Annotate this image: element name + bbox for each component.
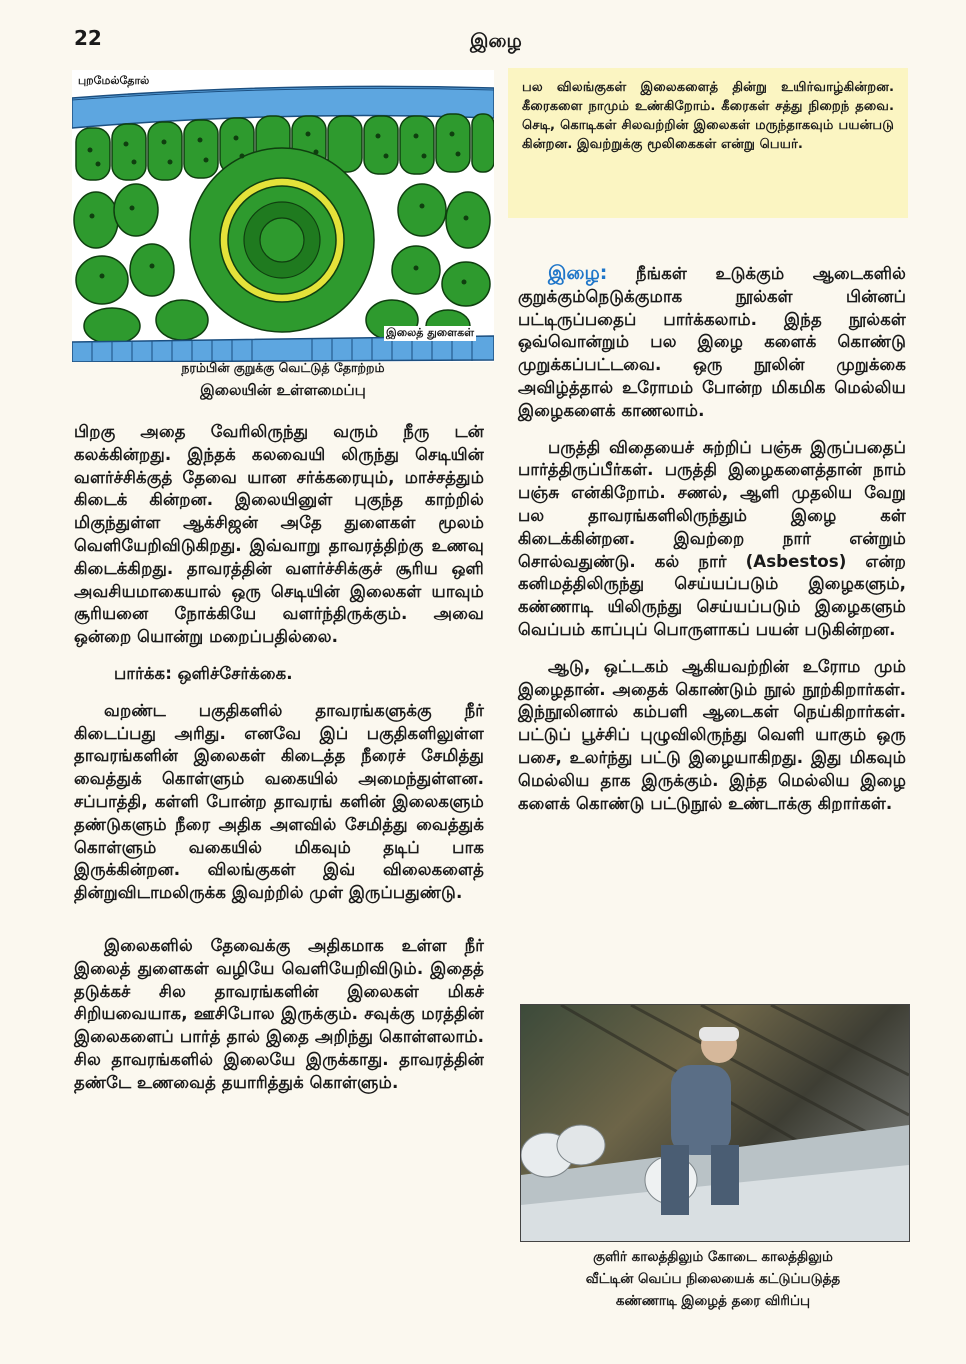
label-stomata: இலைத் துளைகள்: [386, 326, 475, 339]
entry-term: இழை:: [548, 262, 608, 284]
right-column: [518, 262, 906, 814]
leaf-diagram: [72, 70, 494, 362]
note-box: [508, 68, 908, 218]
right-paragraph-1: [518, 262, 906, 422]
photo-caption-line-3: கண்ணாடி இழைத் தரை விரிப்பு: [615, 1293, 811, 1309]
photo-illustration: [521, 1005, 909, 1241]
right-paragraph-2: பருத்தி விதையைச் சுற்றிப் பஞ்சு இருப்பதைப் பார்த்திருப்பீர்கள். பருத்தி இழைகளைத்தான் நாம் பஞ்சு என்கிறோம். சணல், ஆளி முதலிய வேறு பல தாவரங்களிலிருந்தும் இழை கள் கிடைக்கின்றன. இவற்றை நார் என்றும் சொல்வதுண்டு. கல் நார் (Asbestos) என்ற கனிமத்திலிருந்து செய்யப்படும் இழைகளும், கண்ணாடி யிலிருந்து செய்யப்படும் இழைகளும் வெப்பம் காப்புப் பொருளாகப் பயன் படுகின்றன.: [518, 436, 906, 639]
left-paragraph-2: வறண்ட பகுதிகளில் தாவரங்களுக்கு நீர் கிடைப்பது அரிது. எனவே இப் பகுதிகளிலுள்ள தாவரங்களின் இலைகள் கிடைத்த நீரைச் சேமித்து வைத்துக் கொள்ளும் வகையில் அமைந்துள்ளன. சப்பாத்தி, கள்ளி போன்ற தாவரங் களின் இலைகளும் தண்டுகளும் நீரை அதிக அளவில் சேமித்து வைத்துக் கொள்ளும் வகையில் மிகவும் தடிப் பாக இருக்கின்றன. விலங்குகள் இவ் விலைகளைத் தின்றுவிடாமலிருக்க இவற்றில் முள் இருப்பதுண்டு.: [74, 699, 484, 903]
fiberglass-mat-photo: [520, 1004, 910, 1242]
leaf-caption-sub: நரம்பின் குறுக்கு வெட்டுத் தோற்றம்: [181, 360, 385, 375]
leaf-caption-main: இலையின் உள்ளமைப்பு: [200, 381, 366, 399]
photo-caption-line-1: குளிர் காலத்திலும் கோடை காலத்திலும்: [593, 1249, 833, 1265]
note-text: பல விலங்குகள் இலைகளைத் தின்று உயிர்வாழ்கின்றன. கீரைகளை நாமும் உண்கிறோம். கீரைகள் சத்து நிறைந் தவை. செடி, கொடிகள் சிலவற்றின் இலைகள் மருந்தாகவும் பயன்படு கின்றன. இவற்றுக்கு மூலிகைகள் என்று பெயர்.: [522, 80, 894, 152]
photo-caption: [510, 1246, 916, 1312]
photo-caption-line-2: வீட்டின் வெப்ப நிலையைக் கட்டுப்படுத்த: [585, 1271, 841, 1287]
left-paragraph-1: பிறகு அதை வேரிலிருந்து வரும் நீரு டன் கலக்கின்றது. இந்தக் கலவையி லிருந்து செடியின் வளர்ச்சிக்குத் தேவை யான சர்க்கரையும், மாச்சத்தும் கிடைக் கின்றன. இலையினுள் புகுந்த காற்றில் மிகுந்துள்ள ஆக்சிஜன் அதே துளைகள் மூலம் வெளியேறிவிடுகிறது. இவ்வாறு தாவரத்திற்கு உணவு கிடைக்கிறது. தாவரத்தின் வளர்ச்சிக்குச் சூரிய ஒளி அவசியமாகையால் ஒரு செடியின் இலைகள் யாவும் சூரியனை நோக்கியே வளர்ந்திருக்கும். அவை ஒன்றை யொன்று மறைப்பதில்லை.: [74, 421, 484, 647]
see-also-line: பார்க்க: ஒளிச்சேர்க்கை.: [114, 662, 293, 683]
left-paragraph-3: இலைகளில் தேவைக்கு அதிகமாக உள்ள நீர் இலைத் துளைகள் வழியே வெளியேறிவிடும். இதைத் தடுக்கச் சில தாவரங்களின் இலைகள் மிகச் சிறியவையாக, ஊசிபோல இருக்கும். சவுக்கு மரத்தின் இலைகளைப் பார்த் தால் இதை அறிந்து கொள்ளலாம். சில தாவரங்களில் இலையே இருக்காது. தாவரத்தின் தண்டே உணவைத் தயாரித்துக் கொள்ளும்.: [74, 934, 484, 1092]
page-number: 22: [74, 26, 102, 50]
running-head: இழை: [470, 30, 522, 52]
right-paragraph-3: ஆடு, ஒட்டகம் ஆகியவற்றின் உரோம மும் இழைதான். அதைக் கொண்டும் நூல் நூற்கிறார்கள். இந்நூலினால் கம்பளி ஆடைகள் நெய்கிறார்கள். பட்டுப் பூச்சிப் புழுவிலிருந்து வெளி யாகும் ஒரு பசை, உலர்ந்து பட்டு இழையாகிறது. இது மிகவும் மெல்லிய தாக இருக்கும். இந்த மெல்லிய இழை களைக் கொண்டு பட்டுநூல் உண்டாக்கு கிறார்கள்.: [518, 655, 906, 813]
label-upper-epidermis: புறமேல்தோல்: [78, 74, 150, 87]
right-paragraph-1-text: நீங்கள் உடுக்கும் ஆடைகளில் குறுக்கும்நெடுக்குமாக நூல்கள் பின்னப் பட்டிருப்பதைப் பார்க்கலாம். இந்த நூல்கள் ஒவ்வொன்றும் பல இழை களைக் கொண்டு முறுக்கப்பட்டவை. ஒரு நூலின் முறுக்கை அவிழ்த்தால் உரோமம் போன்ற மிகமிக மெல்லிய இழைகளைக் காணலாம்.: [518, 263, 906, 420]
left-column: [74, 420, 484, 1094]
leaf-cross-section-figure: [72, 70, 494, 362]
